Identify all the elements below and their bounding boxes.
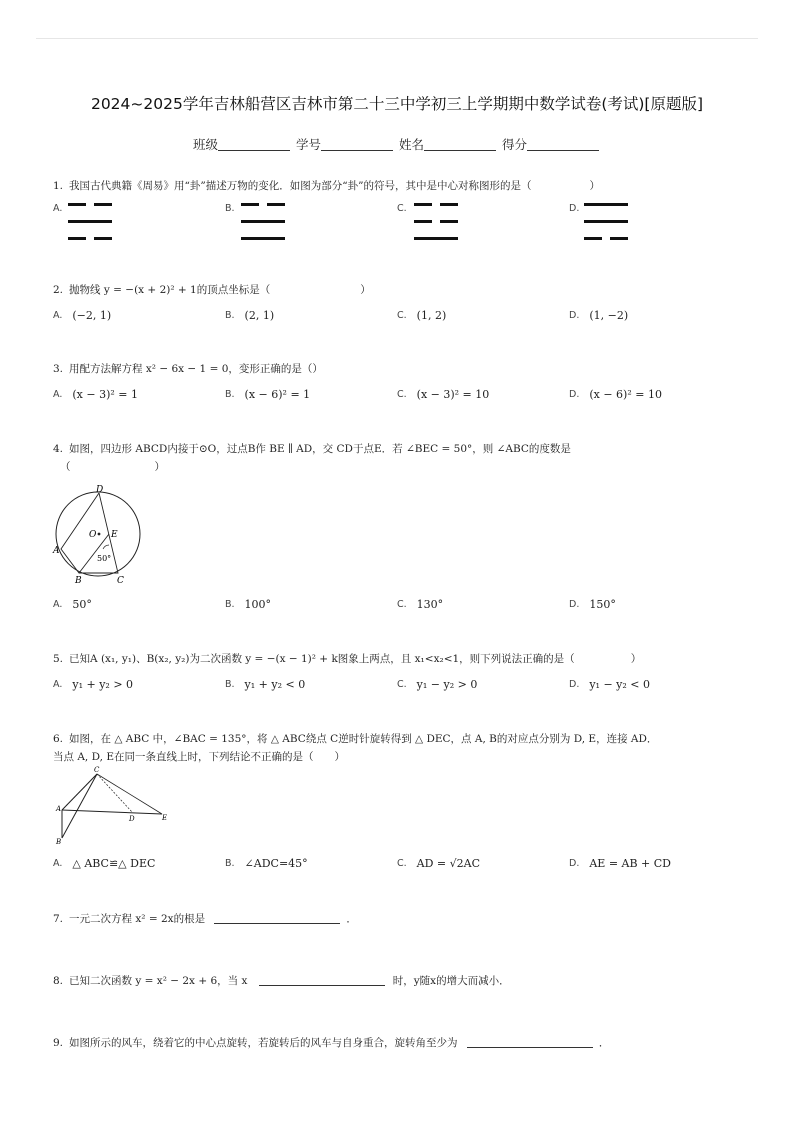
question-text: 一元二次方程 x² = 2x的根是 [69,913,206,925]
class-blank[interactable] [218,139,290,151]
trigram-solid-line [584,203,628,206]
question-2 [53,282,753,298]
question-6-options [53,857,753,873]
score-label: 得分 [501,137,527,152]
option-b[interactable]: B. 100° [225,598,272,611]
trigram-broken-line-segment [94,237,112,240]
question-number: 3. [53,363,64,375]
id-blank[interactable] [321,139,393,151]
label-a: A [53,546,60,556]
option-d[interactable]: D. (x − 6)² = 10 [569,388,662,401]
option-a[interactable]: A. [53,203,63,214]
option-a[interactable]: A. △ ABC≌△ DEC [53,857,156,870]
student-info-row [0,135,794,153]
trigram-broken-line-segment [440,220,458,223]
rotation-triangle-figure [52,766,172,846]
question-text: 已知A (x₁, y₁)、B(x₂, y₂)为二次函数 y = −(x − 1)² + k图象上两点，且 x₁<x₂<1，则下列说法正确的是（ [69,653,575,665]
question-text: 如图所示的风车，绕着它的中心点旋转，若旋转后的风车与自身重合，旋转角至少为 [69,1037,458,1049]
option-c[interactable]: C. AD = √2AC [397,857,480,870]
option-c[interactable]: C. (1, 2) [397,309,447,322]
question-2-options [53,309,753,325]
answer-blank[interactable] [259,974,385,986]
option-c[interactable]: C. (x − 3)² = 10 [397,388,490,401]
question-9: 9. 如图所示的风车，绕着它的中心点旋转，若旋转后的风车与自身重合，旋转角至少为 ． [53,1037,610,1049]
option-a[interactable]: A. y₁ + y₂ > 0 [53,678,134,691]
top-divider [36,38,758,39]
question-3-options [53,388,753,404]
trigram-broken-line-segment [241,203,259,206]
option-c[interactable]: C. 130° [397,598,444,611]
trigram-broken-line-segment [584,237,602,240]
question-text: 如图，在 △ ABC 中，∠BAC = 135°，将 △ ABC绕点 C逆时针旋转得到 △ DEC，点 A, B的对应点分别为 D, E，连接 AD． [69,733,658,745]
question-text: 如图，四边形 ABCD内接于⊙O，过点B作 BE ∥ AD，交 CD于点E．若 ∠BEC = 50°，则 ∠ABC的度数是 [69,443,571,455]
question-text: 用配方法解方程 x² − 6x − 1 = 0，变形正确的是（） [69,363,323,375]
question-close-paren: ） [589,180,601,192]
question-8: 8. 已知二次函数 y = x² − 2x + 6，当 x 时，y随x的增大而减小． [53,975,510,987]
option-d[interactable]: D. (1, −2) [569,309,629,322]
question-7: 7. 一元二次方程 x² = 2x的根是 ． [53,913,357,925]
question-number: 4. [53,443,64,455]
option-c[interactable]: C. [397,203,407,214]
option-a[interactable]: A. (x − 3)² = 1 [53,388,138,401]
question-text: 抛物线 y = −(x + 2)² + 1的顶点坐标是（ [69,284,271,296]
label-angle: 50° [97,554,112,563]
question-number: 9. [53,1037,64,1049]
option-a[interactable]: A. (−2, 1) [53,309,112,322]
trigram-solid-line [414,237,458,240]
question-number: 6. [53,733,64,745]
question-5-options [53,678,753,694]
question-4 [53,441,753,457]
question-number: 8. [53,975,64,987]
label-a: A [56,805,62,813]
circle-quadrilateral-figure [50,483,150,588]
label-e: E [162,814,168,822]
question-5 [53,651,753,667]
question-1 [53,178,753,194]
option-b[interactable]: B. (x − 6)² = 1 [225,388,311,401]
option-b[interactable]: B. ∠ADC=45° [225,857,308,870]
trigram-broken-line-segment [610,237,628,240]
option-d[interactable]: D. y₁ − y₂ < 0 [569,678,651,691]
question-number: 1. [53,180,64,192]
question-close-paren: ） [360,284,371,296]
label-o: O [89,530,97,540]
option-a[interactable]: A. 50° [53,598,92,611]
label-b: B [56,838,62,846]
trigram-broken-line-segment [94,203,112,206]
score-blank[interactable] [527,139,599,151]
trigram-solid-line [241,220,285,223]
name-label: 姓名 [398,137,424,152]
class-label: 班级 [192,137,218,152]
option-b[interactable]: B. [225,203,235,214]
question-4-options [53,598,753,614]
option-d[interactable]: D. AE = AB + CD [569,857,672,870]
trigram-broken-line-segment [414,203,432,206]
label-c: C [117,576,124,586]
id-label: 学号 [295,137,321,152]
label-b: B [75,576,82,586]
name-blank[interactable] [424,139,496,151]
question-close-paren: ） [630,653,642,665]
label-d: D [96,485,104,495]
question-6 [53,731,753,747]
question-number: 5. [53,653,64,665]
question-number: 7. [53,913,64,925]
trigram-broken-line-segment [414,220,432,223]
question-text: 我国古代典籍《周易》用“卦”描述万物的变化．如图为部分“卦”的符号，其中是中心对称图形的是（ [69,180,532,192]
trigram-broken-line-segment [68,237,86,240]
option-c[interactable]: C. y₁ − y₂ > 0 [397,678,478,691]
trigram-solid-line [68,220,112,223]
trigram-broken-line-segment [68,203,86,206]
question-3 [53,361,753,377]
label-d: D [129,815,135,823]
answer-blank[interactable] [214,912,340,924]
option-b[interactable]: B. (2, 1) [225,309,275,322]
label-e: E [111,530,118,540]
question-number: 2. [53,284,64,296]
trigram-solid-line [241,237,285,240]
trigram-broken-line-segment [267,203,285,206]
option-b[interactable]: B. y₁ + y₂ < 0 [225,678,306,691]
trigram-solid-line [584,220,628,223]
option-d[interactable]: D. 150° [569,598,616,611]
answer-blank[interactable] [467,1036,593,1048]
question-1-options [53,203,753,247]
question-text: 已知二次函数 y = x² − 2x + 6，当 x [69,975,248,987]
question-4-answer-paren: （ ） [60,461,165,473]
trigram-broken-line-segment [440,203,458,206]
option-d[interactable]: D. [569,203,580,214]
exam-title: 2024~2025学年吉林船营区吉林市第二十三中学初三上学期期中数学试卷(考试)[原题版] [90,95,704,113]
question-6-line2: 当点 A, D, E在同一条直线上时，下列结论不正确的是（ ） [53,751,345,763]
label-c: C [94,766,100,774]
